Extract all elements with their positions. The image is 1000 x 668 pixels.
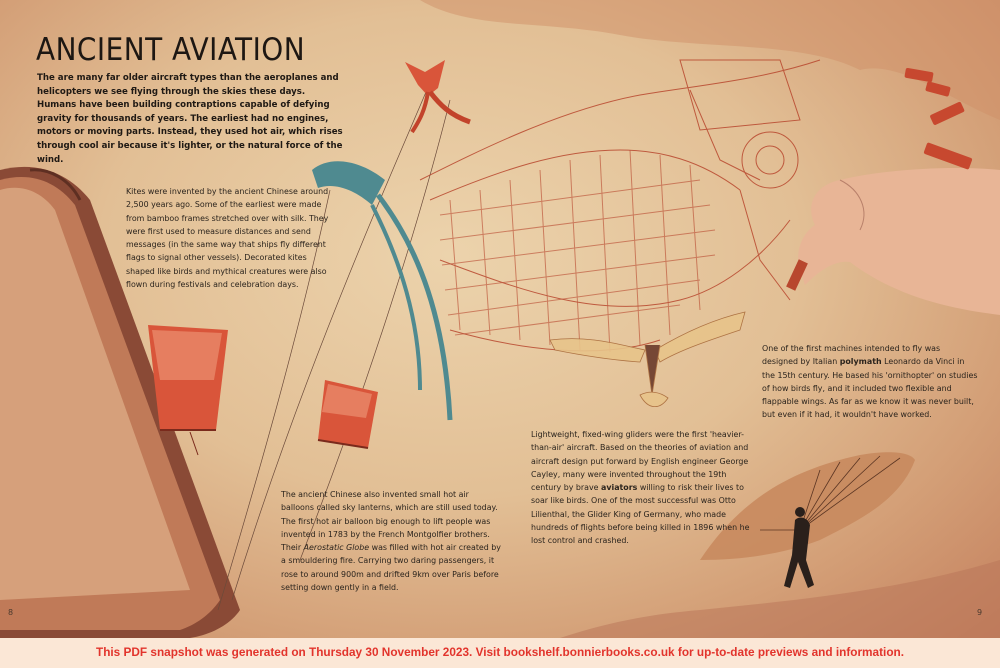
page-number-right: 9 [977,608,983,617]
page-title: ANCIENT AVIATION [36,32,306,68]
sky-lanterns [148,325,378,455]
teal-kite [312,161,450,420]
intro-paragraph: The are many far older aircraft types than the aeroplanes and helicopters we see flying through the skies these days. Humans have been building contraptions capable of defying gravity for thousands of years. The earliest had no engines, motors or moving parts. Instead, they used hot air, which rises through cool air because it's lighter, or the natural force of the wind. [37,73,343,165]
ornithopter-sketch [420,60,820,352]
leonardo-paragraph: One of the first machines intended to fly was designed by Italian polymath Leonardo da Vinci in the 15th century. He based his 'ornithopter' on studies of how birds fly, and it included two flexible and flappable wings. As far as we know it was never built, but even if it had, it wouldn't have worked. [762,344,978,420]
hand-with-chalk [786,168,1000,315]
glider-sketch [550,312,745,407]
page-number-left: 8 [8,608,14,617]
gliders-paragraph: Lightweight, fixed-wing gliders were the first 'heavier-than-air' aircraft. Based on the theories of aviation and aircraft design put forward by English engineer George Cayley, many were invented throughout the 19th century by brave aviators willing to risk their lives to soar like birds. One of the most successful was Otto Lilienthal, the Glider King of Germany, who made hundreds of flights before being killed in 1896 when he lost control and crashed. [531,430,750,546]
snapshot-footer: This PDF snapshot was generated on Thursday 30 November 2023. Visit bookshelf.bonnierbooks.co.uk for up-to-date previews and information. [0,638,1000,668]
kites-paragraph: Kites were invented by the ancient Chinese around 2,500 years ago. Some of the earliest were made from bamboo frames stretched over with silk. They were first used to measure distances and send messages (in the same way that ships fly different flags to signal other vessels). Decorated kites shaped like birds and mythical creatures were also flown during festivals and celebration days. [126,187,329,290]
bird-kite [405,60,470,132]
balloons-paragraph: The ancient Chinese also invented small hot air balloons called sky lanterns, which are still used today. The first hot air balloon big enough to lift people was invented in 1783 by the French Montgolfier brothers. Their Aerostatic Globe was filled with hot air created by a smouldering fire. Carrying two daring passengers, it rose to around 900m and drifted 9km over Paris before setting down gently in a field. [281,490,501,593]
